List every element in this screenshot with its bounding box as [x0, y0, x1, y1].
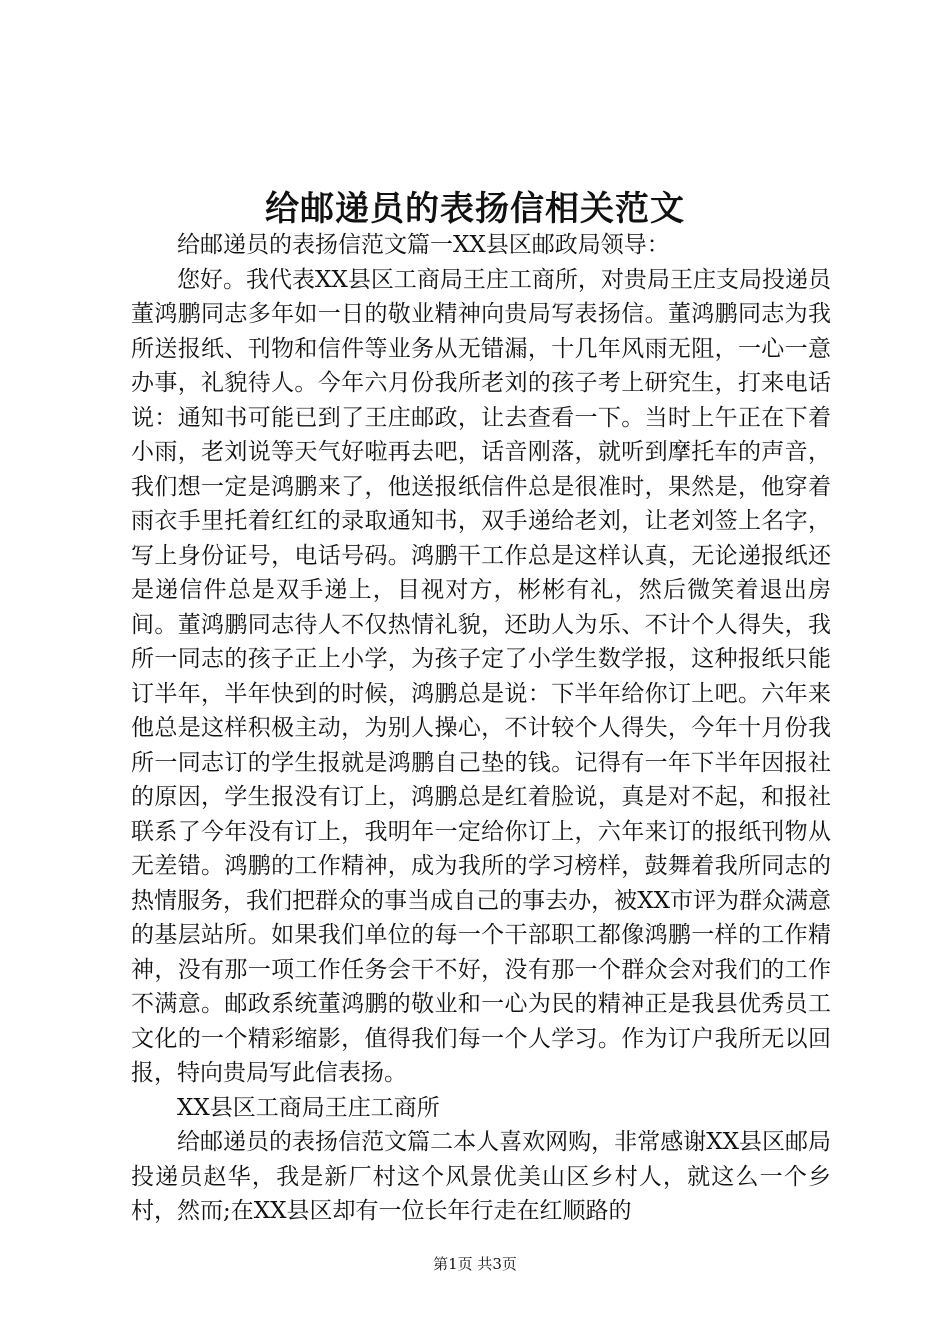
page-total: 共3页 [477, 1255, 517, 1273]
body-paragraph: 您好。我代表XX县区工商局王庄工商所，对贵局王庄支局投递员董鸿鹏同志多年如一日的敬业精神向贵局写表扬信。董鸿鹏同志为我所送报纸、刊物和信件等业务从无错漏，十几年风雨无阻，一心一意办事，礼貌待人。今年六月份我所老刘的孩子考上研究生，打来电话说：通知书可能已到了王庄邮政，让去查看一下。当时上午正在下着小雨，老刘说等天气好啦再去吧，话音刚落，就听到摩托车的声音，我们想一定是鸿鹏来了，他送报纸信件总是很准时，果然是，他穿着雨衣手里托着红红的录取通知书，双手递给老刘，让老刘签上名字，写上身份证号，电话号码。鸿鹏干工作总是这样认真，无论递报纸还是递信件总是双手递上，目视对方，彬彬有礼，然后微笑着退出房间。董鸿鹏同志待人不仅热情礼貌，还助人为乐、不计个人得失，我所一同志的孩子正上小学，为孩子定了小学生数学报，这种报纸只能订半年，半年快到的时候，鸿鹏总是说：下半年给你订上吧。六年来他总是这样积极主动，为别人操心，不计较个人得失，今年十月份我所一同志订的学生报就是鸿鹏自己垫的钱。记得有一年下半年因报社的原因，学生报没有订上，鸿鹏总是红着脸说，真是对不起，和报社联系了今年没有订上，我明年一定给你订上，六年来订的报纸刊物从无差错。鸿鹏的工作精神，成为我所的学习榜样，鼓舞着我所同志的热情服务，我们把群众的事当成自己的事去办，被XX市评为群众满意的基层站所。如果我们单位的每一个干部职工都像鸿鹏一样的工作精神，没有那一项工作任务会干不好，没有那一个群众会对我们的工作不满意。邮政系统董鸿鹏的敬业和一心为民的精神正是我县优秀员工文化的一个精彩缩影，值得我们每一个人学习。作为订户我所无以回报，特向贵局写此信表扬。 [131, 266, 831, 1086]
page-footer [0, 1254, 950, 1274]
page-number: 第1页 [433, 1255, 473, 1273]
body-paragraph: 给邮递员的表扬信范文篇二本人喜欢网购，非常感谢XX县区邮局投递员赵华，我是新厂村这个风景优美山区乡村人，就这么一个乡村，然而;在XX县区却有一位长年行走在红顺路的 [131, 1129, 831, 1224]
document-title: 给邮递员的表扬信相关范文 [265, 189, 685, 229]
document-body [131, 228, 831, 1229]
body-paragraph: 给邮递员的表扬信范文篇一XX县区邮政局领导： [177, 232, 670, 258]
signature-line: XX县区工商局王庄工商所 [177, 1094, 440, 1121]
